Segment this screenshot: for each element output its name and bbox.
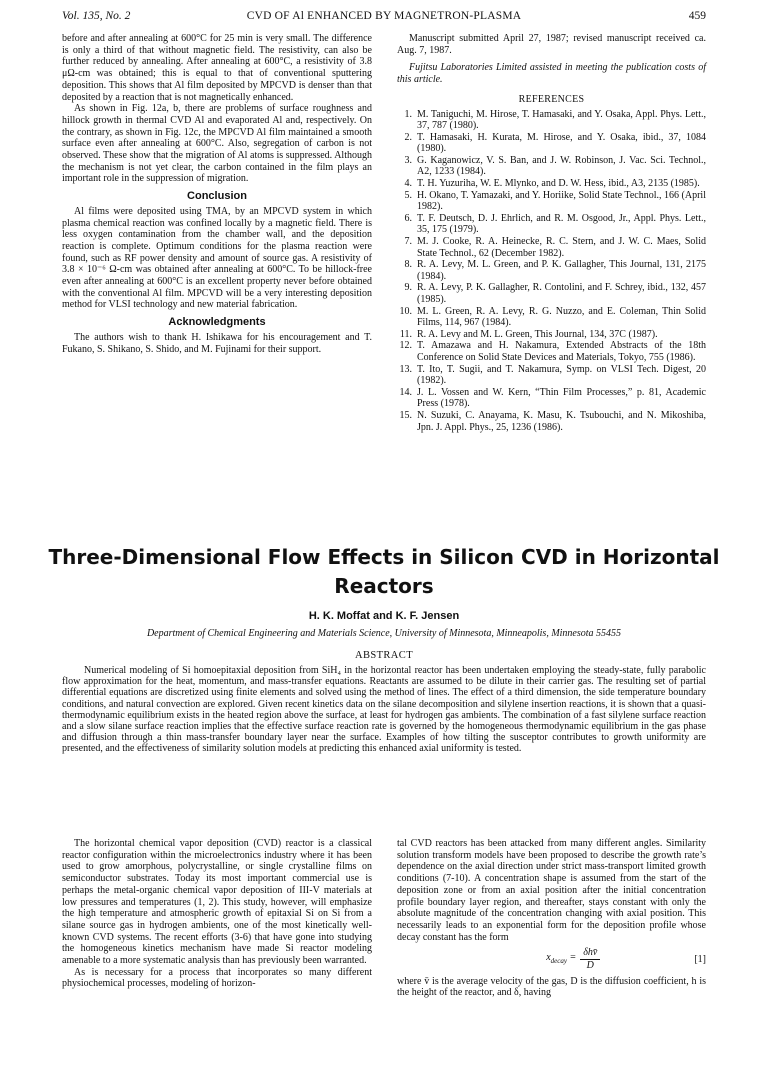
body-right-column <box>397 838 706 999</box>
paragraph: As is necessary for a process that incorporates so many different physiochemical processes, modeling of horizon- <box>62 966 372 990</box>
reference-number: 13. <box>399 363 412 375</box>
reference-number: 7. <box>404 236 412 248</box>
reference-number: 4. <box>404 178 412 190</box>
reference-number: 5. <box>404 189 412 201</box>
reference-text: T. Amazawa and H. Nakamura, Extended Abstracts of the 18th Conference on Solid State Devices and Materials, Tokyo, 755 (1986). <box>417 340 706 363</box>
paragraph: tal CVD reactors has been attacked from many different angles. Similarity solution transform models have been proposed to describe the growth rate’s dependence on the axial direction under strict mass-transport limited growth conditions (7-10). A concentration shape is assumed from the start of the deposition zone or from an axial position after the initial concentration profile boundary layer region, and thereafter, stays constant with only the absolute magnitude of the concentration changing with axial position. This necessarily leads to an exponential form for the deposition profile whose decay constant has the form <box>397 838 706 943</box>
reference-number: 6. <box>404 212 412 224</box>
reference-text: T. F. Deutsch, D. J. Ehrlich, and R. M. Osgood, Jr., Appl. Phys. Lett., 35, 175 (1979). <box>417 212 706 236</box>
journal-volume: Vol. 135, No. 2 <box>62 10 131 22</box>
reference-text: J. L. Vossen and W. Kern, “Thin Film Processes,” p. 81, Academic Press (1978). <box>417 386 706 410</box>
reference-item <box>397 109 706 132</box>
reference-item <box>397 213 706 236</box>
reference-number: 14. <box>399 386 412 398</box>
reference-text: T. H. Yuzuriha, W. E. Mlynko, and D. W. Hess, ibid., A3, 2135 (1985). <box>417 178 700 190</box>
reference-number: 15. <box>399 409 412 421</box>
running-header <box>62 10 706 26</box>
reference-item <box>397 364 706 387</box>
reference-text: H. Okano, T. Yamazaki, and Y. Horiike, Solid State Technol., 166 (April 1982). <box>417 189 706 213</box>
paragraph: before and after annealing at 600°C for 25 min is very small. The difference is only a third of that without magnetic field. The resistivity, can also be further reduced by annealing. After annealing at 600°C, a resistivity of 3.8 μΩ-cm was obtained; this is equal to that of conventional sputtering deposition. This shows that Al film deposited by MPCVD is denser than that deposited by a reaction that is not magnetically enhanced. <box>62 33 372 103</box>
fujitsu-note: Fujitsu Laboratories Limited assisted in meeting the publication costs of this article. <box>397 62 706 86</box>
paragraph: The authors wish to thank H. Ishikawa for his encouragement and T. Fukano, S. Shikano, S. Shido, and M. Fujinami for their support. <box>62 331 372 355</box>
reference-text: N. Suzuki, C. Anayama, K. Masu, K. Tsubouchi, and N. Mikoshiba, Jpn. J. Appl. Phys., 25, 1236 (1986). <box>417 409 706 433</box>
conclusion-heading: Conclusion <box>187 190 247 203</box>
acknowledgments-heading: Acknowledgments <box>168 316 266 329</box>
top-right-column <box>397 33 706 433</box>
reference-number: 2. <box>404 131 412 143</box>
reference-text: M. Taniguchi, M. Hirose, T. Hamasaki, and Y. Osaka, Appl. Phys. Lett., 37, 787 (1980). <box>417 108 706 132</box>
reference-text: R. A. Levy, M. L. Green, and P. K. Gallagher, This Journal, 131, 2175 (1984). <box>417 259 706 282</box>
paragraph: As shown in Fig. 12a, b, there are problems of surface roughness and hillock growth in thermal CVD Al and evaporated Al and, respectively. On the contrary, as shown in Fig. 12c, the MPCVD Al film maintained a smooth surface even after annealing at 600°C. Also, segregation of carbon is not observed. These show that the migration of Al atoms is suppressed. Although the mechanism is not yet clear, the carbon contained in the film plays an important role in the suppression of migration. <box>62 103 372 185</box>
reference-item <box>397 190 706 213</box>
running-title: CVD OF Al ENHANCED BY MAGNETRON-PLASMA <box>246 10 522 22</box>
manuscript-note: Manuscript submitted April 27, 1987; revised manuscript received ca. Aug. 7, 1987. <box>397 33 706 56</box>
reference-text: T. Hamasaki, H. Kurata, M. Hirose, and Y. Osaka, ibid., 37, 1084 (1980). <box>417 131 706 155</box>
top-left-column <box>62 33 372 355</box>
reference-item <box>397 329 706 341</box>
reference-number: 10. <box>399 305 412 317</box>
reference-item <box>397 410 706 433</box>
reference-text: R. A. Levy, P. K. Gallagher, R. Contolini, and F. Schrey, ibid., 132, 457 (1985). <box>417 282 706 306</box>
reference-item <box>397 132 706 155</box>
reference-text: G. Kaganowicz, V. S. Ban, and J. W. Robinson, J. Vac. Sci. Technol., A2, 1233 (1984). <box>417 154 706 178</box>
article-authors: H. K. Moffat and K. F. Jensen <box>308 610 460 622</box>
paragraph: The horizontal chemical vapor deposition (CVD) reactor is a classical reactor configuration within the microelectronics industry where it has been used to grow amorphous, polycrystalline, or single crystalline films on semiconductor substrates. Today its most important commercial use is perhaps the metal-organic chemical vapor deposition of III-V materials at low pressures and temperatures (1, 2). This study, however, will emphasize the high temperature and atmospheric growth of epitaxial Si on Si from a silane source gas in hydrogen ambients, one of the most kinetically well-known CVD systems. The recent efforts (3-6) that have gone into studying the homogeneous kinetics mechanism have made Si reactor modeling amenable to a more systematic analysis than has previously been warranted. <box>62 838 372 967</box>
equation-number: [1] <box>694 953 706 965</box>
reference-text: M. J. Cooke, R. A. Heinecke, R. C. Stern, and J. W. C. Maes, Solid State Technol., 62 (December 1982). <box>417 236 706 259</box>
reference-text: T. Ito, T. Sugii, and T. Nakamura, Symp. on VLSI Tech. Digest, 20 (1982). <box>417 363 706 387</box>
reference-text: R. A. Levy and M. L. Green, This Journal, 134, 37C (1987). <box>417 328 658 340</box>
reference-item <box>397 259 706 282</box>
reference-text: M. L. Green, R. A. Levy, R. G. Nuzzo, and E. Coleman, Thin Solid Films, 114, 967 (1984). <box>417 305 706 329</box>
abstract-text: Numerical modeling of Si homoepitaxial deposition from SiH₄ in the horizontal reactor has been undertaken employing the steady-state, fully parabolic flow approximation for the heat, momentum, and mass-transfer equations. Reactants are assumed to be dilute in their carrier gas. The resulting set of partial differential equations are discretized using finite elements and solved using the method of lines. The effect of a third dimension, the side temperature boundary conditions, and natural convection are explored. Given recent kinetics data on the silane decomposition and silylene insertion reactions, it is shown that a quasi-thermodynamic equilibrium exists in the heated region above the surface, at least for hydrogen gas ambients. The combination of a fast silylene surface reaction and a slow silane surface reaction implies that the effective surface reaction rate is governed by the homogeneous thermodynamic equilibrium in the gas phase and diffusion through a thin mass-transfer boundary layer near the surface. Examples of how tilting the susceptor contributes to growth uniformity are presented, and the effectiveness of similarity solution models at predicting this enhanced axial uniformity is tested. <box>62 665 706 755</box>
paragraph: Al films were deposited using TMA, by an MPCVD system in which plasma chemical reaction was confined locally by a magnetic field. There is less oxygen contamination from the chamber wall, and the deposition reaction is complete. Optimum conditions for the plasma reaction were found, such as RF power density and amount of source gas. A resistivity of 3.8 × 10⁻⁶ Ω-cm was obtained after annealing at 600°C. To be hillock-free even after annealing at 600°C is an excellent property never before obtained with the conventional Al film. MPCVD will be a very interesting deposition method for VLSI technology and new material fabrication. <box>62 205 372 311</box>
affiliation: Department of Chemical Engineering and Materials Science, University of Minnesota, Minneapolis, Minnesota 55455 <box>146 628 622 639</box>
reference-item <box>397 306 706 329</box>
reference-number: 8. <box>404 259 412 271</box>
paragraph: where v̄ is the average velocity of the gas, D is the diffusion coefficient, h is the height of the reactor, and δ, having <box>397 975 706 999</box>
references-list <box>397 109 706 434</box>
reference-item <box>397 340 706 363</box>
references-heading: REFERENCES <box>518 93 585 105</box>
body-left-column <box>62 838 372 990</box>
reference-number: 3. <box>404 154 412 166</box>
reference-item <box>397 282 706 305</box>
reference-item <box>397 387 706 410</box>
page-number: 459 <box>688 10 706 22</box>
equation-1 <box>397 947 706 971</box>
reference-item <box>397 178 706 190</box>
reference-number: 1. <box>404 108 412 120</box>
reference-number: 9. <box>404 282 412 294</box>
reference-item <box>397 236 706 259</box>
article-title: Three-Dimensional Flow Effects in Silicon CVD in Horizontal Reactors <box>48 545 720 598</box>
equation-lhs: $x_{decay}$ = <box>546 951 577 965</box>
reference-number: 11. <box>399 328 412 340</box>
equation-fraction: $\frac{\text{δhv̄}}{D}$ <box>580 947 600 971</box>
reference-number: 12. <box>399 340 412 352</box>
abstract-heading: ABSTRACT <box>354 650 414 661</box>
reference-item <box>397 155 706 178</box>
